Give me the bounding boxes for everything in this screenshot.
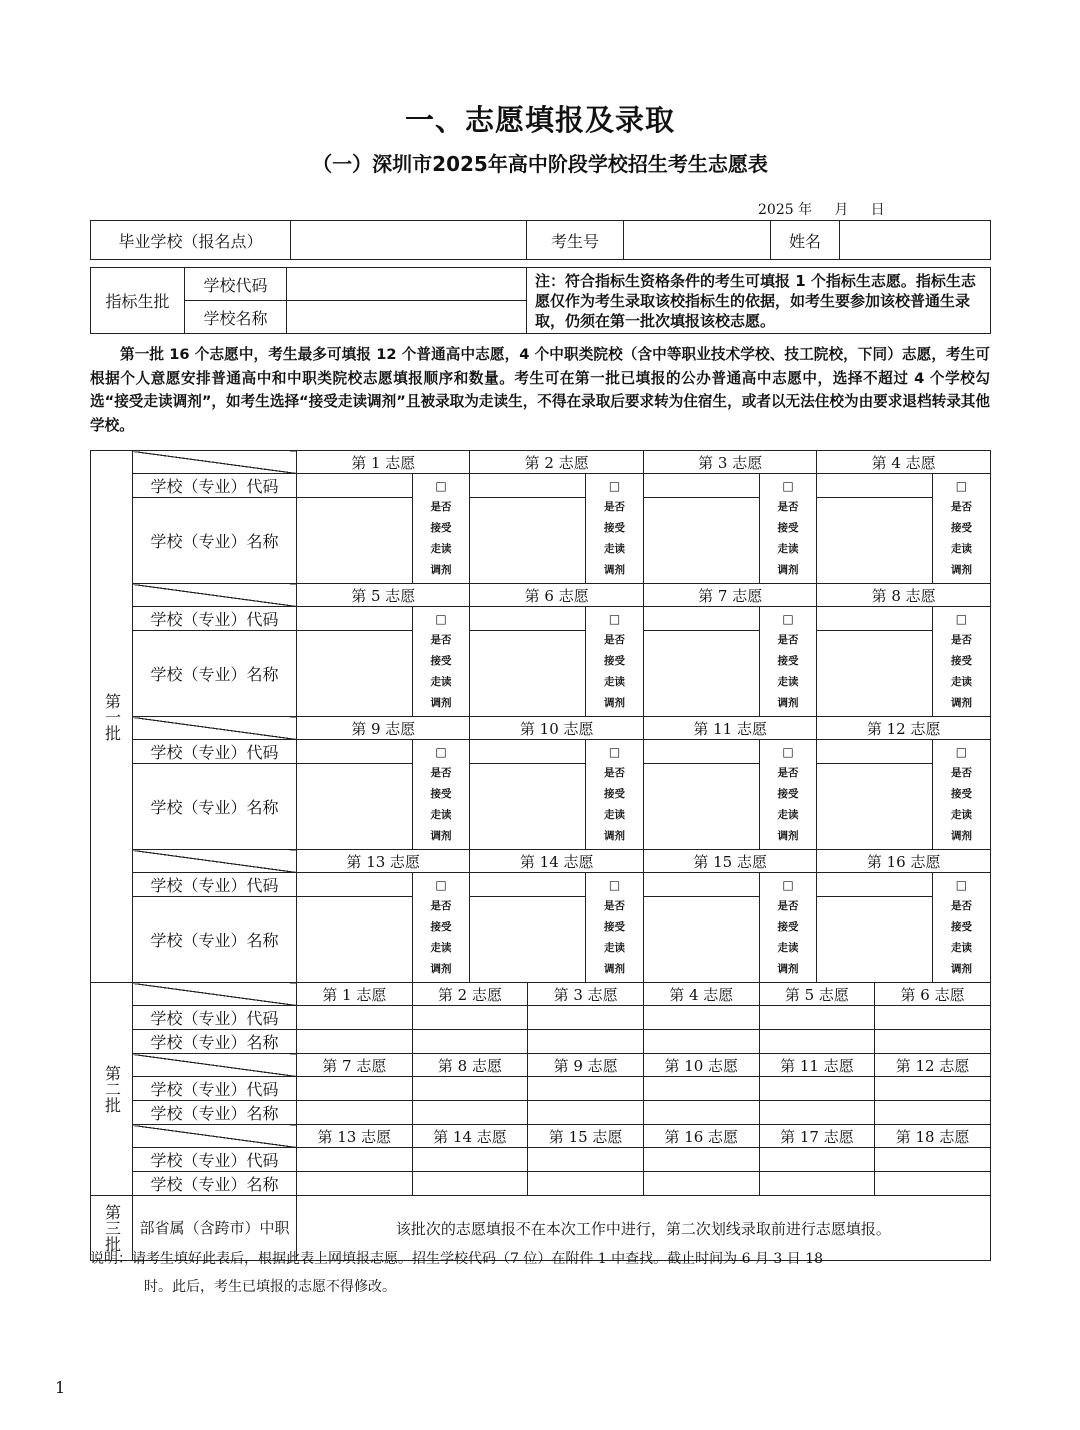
school-name-field[interactable] [875,1172,991,1196]
preference-header: 第 13 志愿 [297,850,470,873]
batch3-note: 该批次的志愿填报不在本次工作中进行，第二次划线录取前进行志愿填报。 [297,1196,991,1261]
school-code-field[interactable] [297,1006,413,1030]
school-code-field[interactable] [643,474,759,498]
quota-batch-table [90,267,991,334]
preference-header: 第 4 志愿 [817,451,990,474]
checkbox-icon[interactable]: □ [955,479,968,493]
accept-label-line: 接受 [777,655,799,667]
batch2-label [91,983,133,1196]
preference-header: 第 1 志愿 [297,451,470,474]
accept-label-line: 是否 [430,900,452,912]
diagonal-header-cell [133,584,297,607]
page-subtitle: （一）深圳市2025年高中阶段学校招生考生志愿表 [312,152,768,176]
accept-label-line: 走读 [430,543,452,555]
accept-label-line: 走读 [950,676,972,688]
school-code-field[interactable] [470,607,586,631]
school-code-label: 学校（专业）代码 [133,1077,297,1101]
quota-note: 注：符合指标生资格条件的考生可填报 1 个指标生志愿。指标生志愿仅作为考生录取该校指标生的依据，如考生要参加该校普通生录取，仍须在第一批次填报该校志愿。 [527,268,991,334]
school-name-field[interactable] [643,764,759,850]
school-name-field[interactable] [528,1101,644,1125]
school-name-field[interactable] [470,897,586,983]
page-title: 一、志愿填报及录取 [404,103,675,137]
accept-label-line: 接受 [950,921,972,933]
accept-day-adjust-checkbox[interactable] [759,873,817,983]
school-name-field[interactable] [297,1030,413,1054]
student-name-field[interactable] [840,221,991,260]
school-name-field[interactable] [759,1172,875,1196]
school-name-field[interactable] [817,631,933,717]
preference-header: 第 6 志愿 [470,584,643,607]
accept-label-line: 调剂 [430,830,452,842]
preference-header: 第 12 志愿 [817,717,990,740]
school-name-field[interactable] [875,1101,991,1125]
batch3-label-text: 第三批 [102,1204,122,1252]
accept-label-line: 走读 [777,543,799,555]
accept-label-line: 接受 [430,921,452,933]
school-code-field[interactable] [817,607,933,631]
accept-day-adjust-checkbox[interactable] [586,607,644,717]
batch3-type-label: 部省属（含跨市）中职 [133,1196,297,1261]
school-code-label: 学校（专业）代码 [133,1148,297,1172]
accept-label-line: 调剂 [950,697,972,709]
school-code-field[interactable] [412,1077,528,1101]
school-code-field[interactable] [470,873,586,897]
exam-number-label: 考生号 [527,221,624,260]
preference-header: 第 11 志愿 [643,717,816,740]
accept-day-adjust-checkbox[interactable] [759,474,817,584]
preference-header: 第 7 志愿 [643,584,816,607]
accept-label-line: 走读 [777,809,799,821]
accept-label-line: 是否 [777,634,799,646]
accept-label-line: 调剂 [777,963,799,975]
quota-school-code-field[interactable] [287,268,527,301]
accept-day-adjust-checkbox[interactable] [412,607,470,717]
diagonal-header-cell [133,1125,297,1148]
school-name-field[interactable] [817,897,933,983]
accept-label-line: 是否 [430,634,452,646]
school-name-field[interactable] [412,1101,528,1125]
school-name-label: 学校（专业）名称 [133,1030,297,1054]
quota-school-name-field[interactable] [287,301,527,334]
preference-header: 第 17 志愿 [759,1125,875,1148]
school-code-field[interactable] [759,1006,875,1030]
quota-school-name-label: 学校名称 [185,301,287,334]
accept-label-line: 走读 [430,942,452,954]
accept-label-line: 调剂 [604,697,626,709]
preference-header: 第 16 志愿 [817,850,990,873]
checkbox-icon[interactable]: □ [608,479,621,493]
school-name-label: 学校（专业）名称 [133,1172,297,1196]
school-name-field[interactable] [470,631,586,717]
school-code-field[interactable] [297,873,413,897]
accept-label-line: 是否 [777,501,799,513]
accept-label-line: 接受 [604,655,626,667]
school-code-field[interactable] [528,1148,644,1172]
checkbox-icon[interactable]: □ [608,745,621,759]
preference-header: 第 5 志愿 [297,584,470,607]
preference-header: 第 10 志愿 [470,717,643,740]
school-code-field[interactable] [643,607,759,631]
preference-header: 第 6 志愿 [875,983,991,1006]
accept-day-adjust-checkbox[interactable] [412,474,470,584]
school-code-field[interactable] [297,474,413,498]
checkbox-icon[interactable]: □ [782,745,794,759]
school-name-field[interactable] [528,1030,644,1054]
exam-number-field[interactable] [624,221,771,260]
preference-header: 第 2 志愿 [470,451,643,474]
school-code-field[interactable] [817,474,933,498]
accept-day-adjust-checkbox[interactable] [759,740,817,850]
school-code-field[interactable] [817,873,933,897]
quota-school-code-label: 学校代码 [185,268,287,301]
accept-label-line: 调剂 [777,830,799,842]
school-code-field[interactable] [875,1006,991,1030]
date-line: 2025 年 月 日 [758,202,885,218]
accept-day-adjust-checkbox[interactable] [933,740,991,850]
school-code-field[interactable] [875,1148,991,1172]
accept-label-line: 接受 [777,921,799,933]
school-name-field[interactable] [643,631,759,717]
accept-label-line: 调剂 [604,830,626,842]
accept-label-line: 接受 [950,788,972,800]
accept-label-line: 调剂 [950,564,972,576]
accept-label-line: 调剂 [430,564,452,576]
school-code-label: 学校（专业）代码 [133,607,297,631]
school-code-field[interactable] [875,1077,991,1101]
instruction-paragraph: 第一批 16 个志愿中，考生最多可填报 12 个普通高中志愿，4 个中职类院校（含中等职业技术学校、技工院校，下同）志愿，考生可根据个人意愿安排普通高中和中职类院校志愿填报顺序和数量。考生可在第一批已填报的公办普通高中志愿中，选择不超过 4 个学校勾选“接受走读调剂”，如考生选择“接受走读调剂”且被录取为走读生，不得在录取后要求转为住宿生，或者以无法住校为由要求退档转录其他学校。 [90,346,990,434]
accept-label-line: 是否 [604,501,626,513]
school-code-label: 学校（专业）代码 [133,873,297,897]
school-name-field[interactable] [817,498,933,584]
preference-header: 第 14 志愿 [412,1125,528,1148]
accept-day-adjust-checkbox[interactable] [933,474,991,584]
school-name-field[interactable] [643,897,759,983]
school-code-field[interactable] [759,1148,875,1172]
accept-day-adjust-checkbox[interactable] [759,607,817,717]
school-name-field[interactable] [643,1172,759,1196]
accept-label-line: 是否 [777,900,799,912]
accept-label-line: 接受 [430,655,452,667]
batch1-label-text: 第一批 [102,692,122,741]
accept-label-line: 是否 [430,501,452,513]
school-code-field[interactable] [817,740,933,764]
accept-label-line: 是否 [950,634,972,646]
accept-label-line: 调剂 [430,963,452,975]
preference-header: 第 16 志愿 [643,1125,759,1148]
accept-label-line: 接受 [950,522,972,534]
accept-day-adjust-checkbox[interactable] [933,873,991,983]
accept-label-line: 走读 [604,676,626,688]
accept-label-line: 是否 [604,767,626,779]
accept-label-line: 调剂 [777,697,799,709]
accept-label-line: 走读 [430,809,452,821]
school-name-field[interactable] [297,897,413,983]
explanation [90,1245,1000,1301]
checkbox-icon[interactable]: □ [955,612,968,626]
accept-day-adjust-checkbox[interactable] [586,740,644,850]
accept-label-line: 走读 [604,809,626,821]
school-code-field[interactable] [528,1077,644,1101]
school-code-field[interactable] [412,1006,528,1030]
checkbox-icon[interactable]: □ [435,612,447,626]
accept-day-adjust-checkbox[interactable] [412,873,470,983]
school-code-field[interactable] [297,607,413,631]
school-code-field[interactable] [528,1006,644,1030]
accept-label-line: 走读 [430,676,452,688]
checkbox-icon[interactable]: □ [955,745,968,759]
accept-label-line: 调剂 [777,564,799,576]
preference-header: 第 8 志愿 [412,1054,528,1077]
diagonal-header-cell [133,983,297,1006]
school-code-field[interactable] [643,1077,759,1101]
school-name-field[interactable] [817,764,933,850]
preference-header: 第 9 志愿 [297,717,470,740]
accept-day-adjust-checkbox[interactable] [586,474,644,584]
school-name-field[interactable] [470,764,586,850]
preference-header: 第 7 志愿 [297,1054,413,1077]
school-name-field[interactable] [297,498,413,584]
preference-header: 第 4 志愿 [643,983,759,1006]
accept-label-line: 走读 [777,676,799,688]
graduation-school-field[interactable] [291,221,527,260]
preference-header: 第 3 志愿 [528,983,644,1006]
accept-label-line: 接受 [604,522,626,534]
diagonal-header-cell [133,451,297,474]
accept-label-line: 接受 [604,921,626,933]
school-name-label: 学校（专业）名称 [133,498,297,584]
preference-header: 第 12 志愿 [875,1054,991,1077]
preference-header: 第 10 志愿 [643,1054,759,1077]
school-name-field[interactable] [470,498,586,584]
school-code-field[interactable] [643,740,759,764]
accept-label-line: 是否 [604,634,626,646]
preference-header: 第 2 志愿 [412,983,528,1006]
preference-header: 第 13 志愿 [297,1125,413,1148]
accept-label-line: 是否 [777,767,799,779]
accept-label-line: 接受 [604,788,626,800]
explanation-line-1: 说明：请考生填好此表后，根据此表上网填报志愿。招生学校代码（7 位）在附件 1 中查找。截止时间为 6 月 3 日 18 [90,1251,824,1267]
preference-header: 第 3 志愿 [643,451,816,474]
preference-header: 第 18 志愿 [875,1125,991,1148]
accept-label-line: 走读 [604,942,626,954]
graduation-school-label: 毕业学校（报名点） [91,221,291,260]
school-name-field[interactable] [643,1030,759,1054]
accept-label-line: 是否 [430,767,452,779]
school-code-field[interactable] [297,1077,413,1101]
checkbox-icon[interactable]: □ [608,878,621,892]
accept-label-line: 走读 [950,543,972,555]
preference-header: 第 15 志愿 [643,850,816,873]
accept-label-line: 是否 [950,767,972,779]
accept-label-line: 是否 [950,501,972,513]
student-name-label: 姓名 [771,221,840,260]
accept-label-line: 走读 [950,942,972,954]
school-code-field[interactable] [412,1148,528,1172]
school-code-field[interactable] [643,1148,759,1172]
checkbox-icon[interactable]: □ [955,878,968,892]
school-name-field[interactable] [875,1030,991,1054]
checkbox-icon[interactable]: □ [782,612,794,626]
school-name-field[interactable] [412,1030,528,1054]
quota-batch-label: 指标生批 [91,268,185,334]
preference-header: 第 1 志愿 [297,983,413,1006]
batch1-label [91,451,133,983]
school-code-field[interactable] [297,1148,413,1172]
school-name-label: 学校（专业）名称 [133,631,297,717]
school-name-field[interactable] [643,1101,759,1125]
diagonal-header-cell [133,850,297,873]
school-name-field[interactable] [412,1172,528,1196]
accept-label-line: 调剂 [950,830,972,842]
accept-label-line: 调剂 [950,963,972,975]
page-number: 1 [55,1378,66,1397]
preference-header: 第 15 志愿 [528,1125,644,1148]
explanation-line-2: 时。此后，考生已填报的志愿不得修改。 [144,1279,396,1295]
school-name-field[interactable] [297,631,413,717]
checkbox-icon[interactable]: □ [435,745,447,759]
school-code-label: 学校（专业）代码 [133,1006,297,1030]
accept-label-line: 走读 [604,543,626,555]
preference-header: 第 14 志愿 [470,850,643,873]
checkbox-icon[interactable]: □ [435,878,447,892]
school-name-label: 学校（专业）名称 [133,1101,297,1125]
school-name-field[interactable] [528,1172,644,1196]
accept-label-line: 接受 [777,522,799,534]
school-name-field[interactable] [297,1101,413,1125]
school-code-field[interactable] [643,873,759,897]
accept-label-line: 接受 [430,788,452,800]
checkbox-icon[interactable]: □ [782,878,794,892]
preference-header: 第 9 志愿 [528,1054,644,1077]
school-code-field[interactable] [643,1006,759,1030]
accept-label-line: 是否 [604,900,626,912]
accept-label-line: 是否 [950,900,972,912]
accept-label-line: 接受 [777,788,799,800]
preference-header: 第 11 志愿 [759,1054,875,1077]
school-name-field[interactable] [759,1101,875,1125]
checkbox-icon[interactable]: □ [782,479,794,493]
school-name-field[interactable] [297,764,413,850]
school-name-label: 学校（专业）名称 [133,764,297,850]
preference-header: 第 8 志愿 [817,584,990,607]
school-name-field[interactable] [643,498,759,584]
accept-label-line: 走读 [777,942,799,954]
diagonal-header-cell [133,1054,297,1077]
accept-label-line: 接受 [950,655,972,667]
checkbox-icon[interactable]: □ [435,479,447,493]
school-name-field[interactable] [759,1030,875,1054]
school-code-field[interactable] [297,740,413,764]
accept-label-line: 调剂 [604,564,626,576]
preference-table [90,450,991,1261]
accept-label-line: 调剂 [430,697,452,709]
school-code-field[interactable] [759,1077,875,1101]
accept-day-adjust-checkbox[interactable] [412,740,470,850]
accept-label-line: 调剂 [604,963,626,975]
diagonal-header-cell [133,717,297,740]
accept-day-adjust-checkbox[interactable] [586,873,644,983]
preference-header: 第 5 志愿 [759,983,875,1006]
student-info-table [90,220,991,260]
batch2-label-text: 第二批 [102,1065,122,1113]
checkbox-icon[interactable]: □ [608,612,621,626]
accept-label-line: 接受 [430,522,452,534]
school-code-field[interactable] [470,474,586,498]
school-name-field[interactable] [297,1172,413,1196]
accept-label-line: 走读 [950,809,972,821]
school-code-label: 学校（专业）代码 [133,474,297,498]
school-code-field[interactable] [470,740,586,764]
school-code-label: 学校（专业）代码 [133,740,297,764]
school-name-label: 学校（专业）名称 [133,897,297,983]
accept-day-adjust-checkbox[interactable] [933,607,991,717]
